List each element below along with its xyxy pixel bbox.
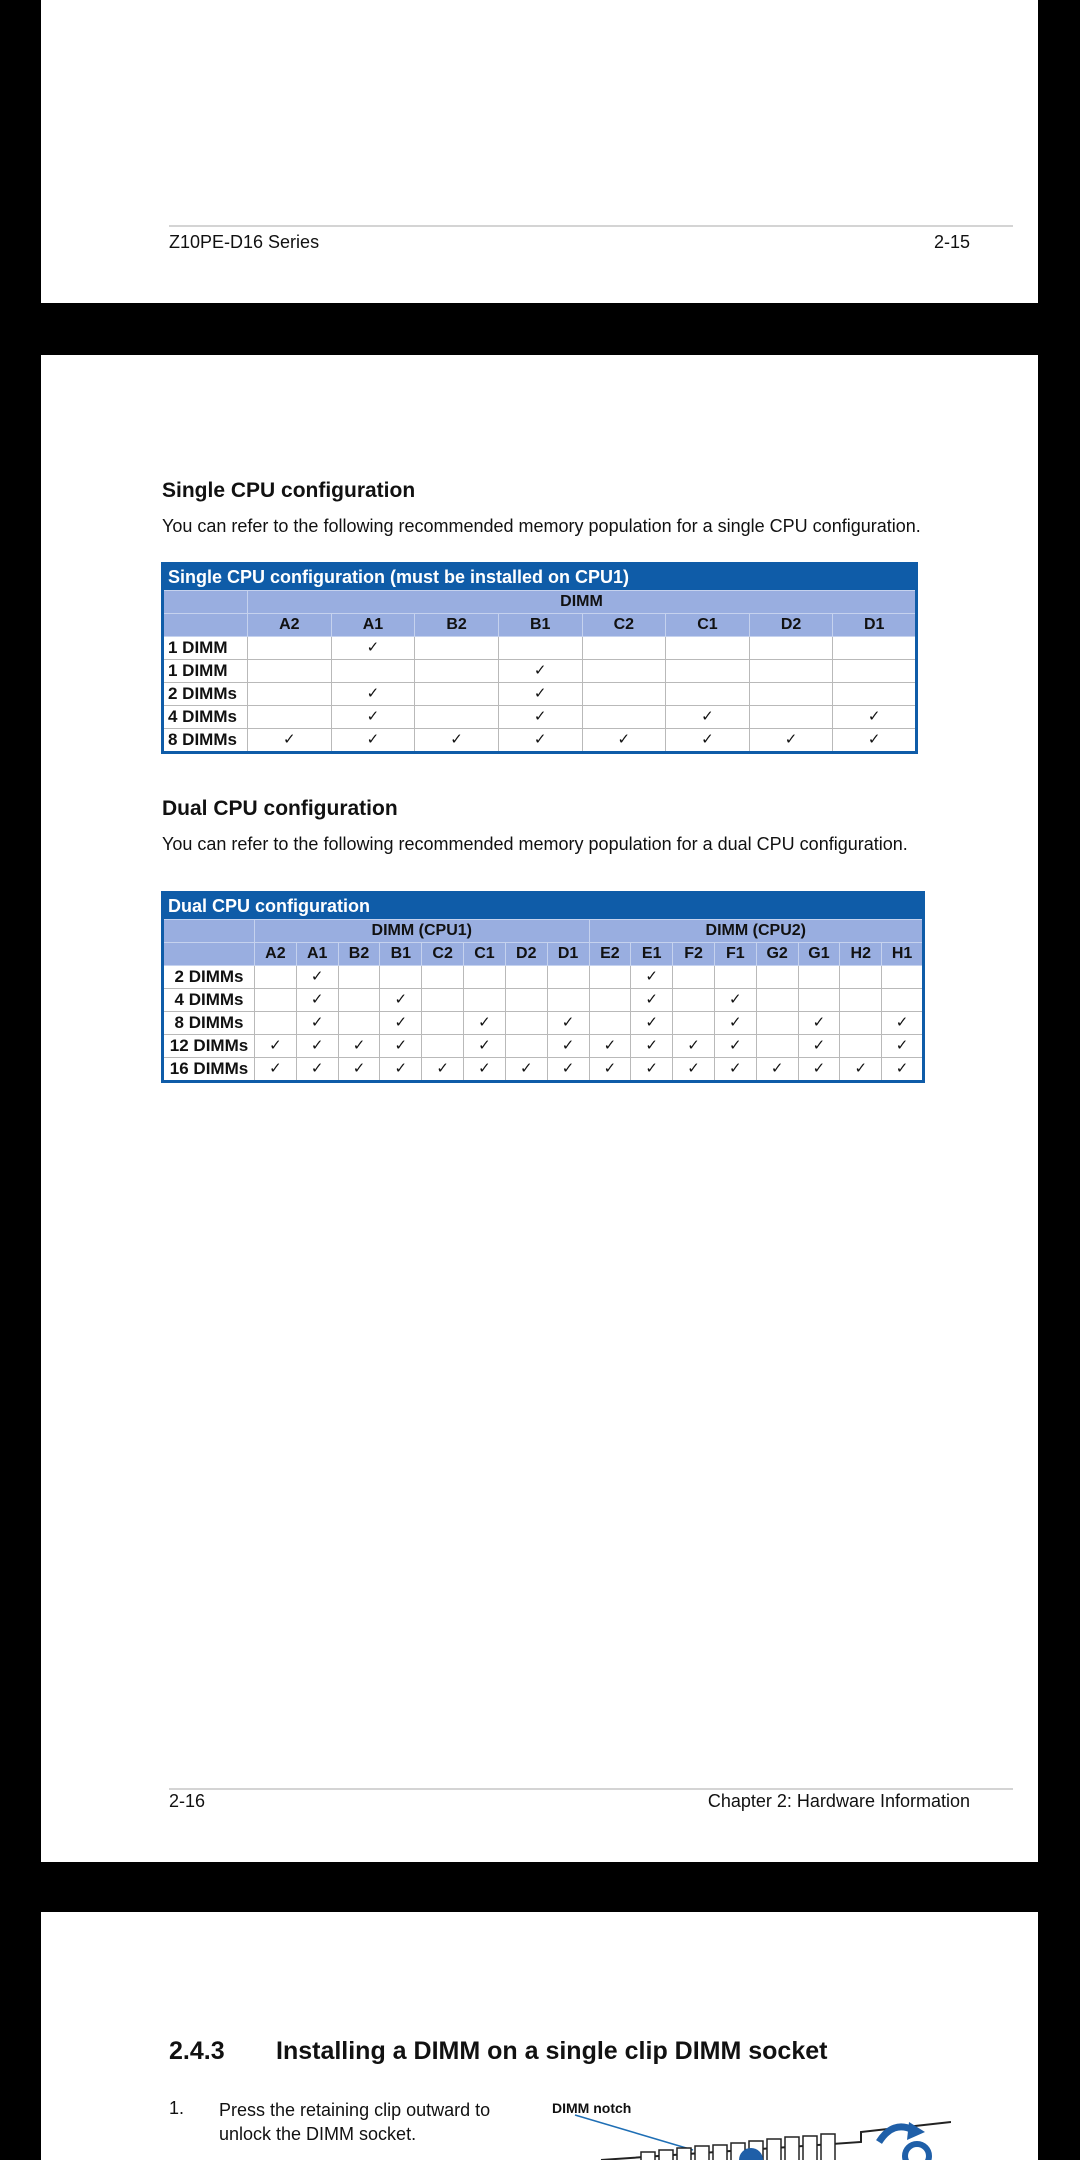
slot-cell-g2: [756, 1012, 798, 1035]
slot-cell-d2: [505, 966, 547, 989]
header-corner: [163, 943, 255, 966]
slot-cell-c2: [582, 729, 666, 753]
slot-cell-d2: [749, 729, 833, 753]
slot-cell-e2: [589, 1035, 631, 1058]
slot-cell-b1: [498, 637, 582, 660]
footer-chapter: Chapter 2: Hardware Information: [707, 1791, 970, 1811]
slot-cell-d2: [749, 683, 833, 706]
dimm-illustration: [561, 2112, 951, 2160]
check-icon: ✓: [310, 991, 324, 1008]
check-icon: ✓: [533, 731, 547, 748]
slot-cell-g2: [756, 1058, 798, 1082]
check-icon: ✓: [812, 1014, 826, 1031]
slot-cell-b1: [380, 1035, 422, 1058]
section-title: Installing a DIMM on a single clip DIMM socket: [276, 2037, 828, 2065]
slot-cell-h2: [840, 989, 882, 1012]
slot-cell-c1: [464, 1012, 506, 1035]
slot-cell-f1: [714, 1058, 756, 1082]
slot-cell-d2: [505, 1058, 547, 1082]
slot-cell-c2: [422, 1012, 464, 1035]
column-header-b2: B2: [338, 943, 380, 966]
single-table-title: Single CPU configuration (must be installed on CPU1): [163, 564, 917, 591]
slot-cell-a2: [248, 660, 332, 683]
slot-cell-d2: [749, 637, 833, 660]
check-icon: ✓: [784, 731, 798, 748]
slot-cell-b2: [338, 1035, 380, 1058]
slot-cell-c1: [666, 729, 750, 753]
slot-cell-c1: [666, 637, 750, 660]
check-icon: ✓: [729, 991, 742, 1008]
slot-cell-h2: [840, 1012, 882, 1035]
slot-cell-g1: [798, 1035, 840, 1058]
check-icon: ✓: [394, 1060, 408, 1077]
table-row: [163, 966, 924, 989]
slot-cell-e2: [589, 989, 631, 1012]
slot-cell-a2: [248, 637, 332, 660]
slot-cell-b2: [338, 1012, 380, 1035]
slot-cell-a2: [255, 989, 297, 1012]
single-cpu-heading: Single CPU configuration: [162, 479, 416, 502]
column-header-a2: A2: [248, 614, 332, 637]
footer-page-number: 2-15: [933, 232, 970, 252]
slot-cell-a1: [331, 729, 415, 753]
slot-cell-d2: [505, 1035, 547, 1058]
clip-icon: [905, 2144, 929, 2160]
column-header-f1: F1: [714, 943, 756, 966]
slot-cell-b1: [380, 966, 422, 989]
column-header-b1: B1: [498, 614, 582, 637]
footer-page-number: 2-16: [169, 1791, 206, 1811]
slot-cell-b1: [498, 706, 582, 729]
slot-cell-h2: [840, 1058, 882, 1082]
check-icon: ✓: [561, 1037, 575, 1054]
check-icon: ✓: [895, 1014, 909, 1031]
check-icon: ✓: [770, 1060, 784, 1077]
slot-cell-b1: [380, 1012, 422, 1035]
column-header-a2: A2: [255, 943, 297, 966]
row-label: 1 DIMM: [163, 660, 248, 683]
slot-cell-c1: [666, 706, 750, 729]
check-icon: ✓: [352, 1037, 366, 1054]
dimm-notch-label: DIMM notch: [552, 2100, 632, 2116]
slot-cell-d1: [833, 729, 917, 753]
column-header-h2: H2: [840, 943, 882, 966]
check-icon: ✓: [645, 1037, 658, 1054]
check-icon: ✓: [867, 708, 881, 725]
column-header-g2: G2: [756, 943, 798, 966]
slot-cell-e1: [631, 989, 673, 1012]
column-header-d2: D2: [749, 614, 833, 637]
column-header-f2: F2: [673, 943, 715, 966]
slot-cell-c2: [582, 706, 666, 729]
row-label: 12 DIMMs: [163, 1035, 255, 1058]
slot-cell-a2: [248, 683, 332, 706]
check-icon: ✓: [617, 731, 631, 748]
page-2-16: [41, 355, 1038, 1862]
slot-cell-d2: [505, 989, 547, 1012]
slot-cell-a1: [296, 966, 338, 989]
column-header-d2: D2: [505, 943, 547, 966]
slot-cell-b1: [498, 683, 582, 706]
check-icon: ✓: [729, 1060, 742, 1077]
check-icon: ✓: [366, 708, 380, 725]
column-header-d1: D1: [833, 614, 917, 637]
column-header-b1: B1: [380, 943, 422, 966]
slot-cell-h1: [882, 1035, 924, 1058]
column-header-h1: H1: [882, 943, 924, 966]
slot-cell-d1: [547, 1035, 589, 1058]
check-icon: ✓: [310, 1060, 324, 1077]
column-header-b2: B2: [415, 614, 499, 637]
table-row: [163, 1035, 924, 1058]
section-number: 2.4.3: [169, 2037, 225, 2065]
slot-cell-f2: [673, 989, 715, 1012]
check-icon: ✓: [687, 1060, 700, 1077]
slot-cell-b2: [415, 706, 499, 729]
slot-cell-e2: [589, 1058, 631, 1082]
footer-left: Z10PE-D16 Series: [169, 232, 320, 252]
check-icon: ✓: [478, 1014, 491, 1031]
dimm-cpu2-header: DIMM (CPU2): [589, 920, 924, 943]
column-header-e1: E1: [631, 943, 673, 966]
slot-cell-c2: [582, 637, 666, 660]
check-icon: ✓: [561, 1060, 575, 1077]
slot-cell-b1: [380, 989, 422, 1012]
slot-cell-c2: [582, 660, 666, 683]
dimm-chips: [641, 2134, 835, 2160]
column-header-c1: C1: [464, 943, 506, 966]
check-icon: ✓: [854, 1060, 868, 1077]
slot-cell-h1: [882, 989, 924, 1012]
check-icon: ✓: [645, 968, 658, 985]
single-cpu-text: You can refer to the following recommended memory population for a single CPU configuration.: [162, 516, 921, 536]
dual-cpu-text: You can refer to the following recommended memory population for a dual CPU configuration.: [162, 834, 908, 854]
column-header-e2: E2: [589, 943, 631, 966]
slot-cell-b1: [498, 660, 582, 683]
check-icon: ✓: [450, 731, 463, 748]
slot-cell-e1: [631, 1058, 673, 1082]
slot-cell-e1: [631, 1035, 673, 1058]
slot-cell-g1: [798, 966, 840, 989]
slot-cell-f2: [673, 966, 715, 989]
row-label: 2 DIMMs: [163, 966, 255, 989]
slot-cell-b2: [338, 989, 380, 1012]
check-icon: ✓: [812, 1060, 826, 1077]
check-icon: ✓: [812, 1037, 826, 1054]
row-label: 4 DIMMs: [163, 989, 255, 1012]
notch-leader-line: [575, 2115, 693, 2150]
slot-cell-f1: [714, 1035, 756, 1058]
check-icon: ✓: [310, 968, 324, 985]
slot-cell-d2: [749, 706, 833, 729]
slot-cell-a1: [296, 989, 338, 1012]
column-header-a1: A1: [296, 943, 338, 966]
slot-cell-c2: [582, 683, 666, 706]
dual-table-title: Dual CPU configuration: [163, 893, 924, 920]
table-row: [163, 660, 917, 683]
slot-cell-c1: [666, 660, 750, 683]
check-icon: ✓: [269, 1037, 282, 1054]
slot-cell-a1: [331, 637, 415, 660]
header-corner: [163, 614, 248, 637]
header-corner: [163, 920, 255, 943]
table-row: [163, 729, 917, 753]
slot-cell-f1: [714, 1012, 756, 1035]
check-icon: ✓: [687, 1037, 700, 1054]
footer-rule: [169, 225, 1013, 227]
slot-cell-d1: [547, 1058, 589, 1082]
slot-cell-b1: [498, 729, 582, 753]
slot-cell-a1: [331, 660, 415, 683]
check-icon: ✓: [366, 685, 380, 702]
slot-cell-d1: [547, 966, 589, 989]
check-icon: ✓: [366, 731, 380, 748]
slot-cell-a1: [331, 706, 415, 729]
table-row: [163, 1058, 924, 1082]
slot-cell-b2: [415, 683, 499, 706]
slot-cell-c2: [422, 1035, 464, 1058]
page-2-17: [41, 1912, 1038, 2160]
table-row: [163, 1012, 924, 1035]
dual-cpu-heading: Dual CPU configuration: [162, 797, 398, 820]
check-icon: ✓: [366, 639, 380, 656]
check-icon: ✓: [310, 1014, 324, 1031]
slot-cell-b1: [380, 1058, 422, 1082]
check-icon: ✓: [394, 1014, 408, 1031]
check-icon: ✓: [478, 1037, 491, 1054]
slot-cell-a2: [255, 966, 297, 989]
table-row: [163, 706, 917, 729]
check-icon: ✓: [478, 1060, 491, 1077]
slot-cell-d1: [547, 989, 589, 1012]
check-icon: ✓: [701, 731, 714, 748]
slot-cell-a1: [296, 1058, 338, 1082]
slot-cell-c2: [422, 1058, 464, 1082]
column-header-a1: A1: [331, 614, 415, 637]
dimm-group-header: DIMM: [248, 591, 917, 614]
table-row: [163, 637, 917, 660]
check-icon: ✓: [895, 1060, 909, 1077]
slot-cell-b2: [415, 637, 499, 660]
table-row: [163, 989, 924, 1012]
slot-cell-a1: [331, 683, 415, 706]
row-label: 1 DIMM: [163, 637, 248, 660]
check-icon: ✓: [645, 1014, 658, 1031]
check-icon: ✓: [310, 1037, 324, 1054]
slot-cell-c1: [464, 1035, 506, 1058]
slot-cell-c1: [464, 966, 506, 989]
check-icon: ✓: [533, 662, 547, 679]
slot-cell-a2: [255, 1058, 297, 1082]
slot-cell-h2: [840, 1035, 882, 1058]
check-icon: ✓: [283, 731, 296, 748]
slot-cell-a1: [296, 1012, 338, 1035]
slot-cell-d2: [505, 1012, 547, 1035]
single-cpu-table: [161, 562, 918, 754]
slot-cell-a2: [248, 706, 332, 729]
table-row: [163, 683, 917, 706]
header-corner: [163, 591, 248, 614]
row-label: 8 DIMMs: [163, 729, 248, 753]
check-icon: ✓: [394, 1037, 408, 1054]
check-icon: ✓: [533, 685, 547, 702]
column-header-c2: C2: [422, 943, 464, 966]
slot-cell-c1: [464, 1058, 506, 1082]
check-icon: ✓: [867, 731, 881, 748]
check-icon: ✓: [603, 1060, 617, 1077]
row-label: 4 DIMMs: [163, 706, 248, 729]
slot-cell-h2: [840, 966, 882, 989]
slot-cell-g2: [756, 989, 798, 1012]
slot-cell-h1: [882, 1012, 924, 1035]
slot-cell-b2: [415, 729, 499, 753]
column-header-c1: C1: [666, 614, 750, 637]
slot-cell-d1: [547, 1012, 589, 1035]
slot-cell-f2: [673, 1058, 715, 1082]
slot-cell-c1: [666, 683, 750, 706]
check-icon: ✓: [895, 1037, 909, 1054]
slot-cell-a2: [248, 729, 332, 753]
slot-cell-b2: [415, 660, 499, 683]
slot-cell-h1: [882, 1058, 924, 1082]
slot-cell-c1: [464, 989, 506, 1012]
slot-cell-e1: [631, 1012, 673, 1035]
slot-cell-d1: [833, 660, 917, 683]
slot-cell-d1: [833, 683, 917, 706]
slot-cell-e2: [589, 966, 631, 989]
check-icon: ✓: [729, 1037, 742, 1054]
slot-cell-a2: [255, 1012, 297, 1035]
row-label: 2 DIMMs: [163, 683, 248, 706]
slot-cell-b2: [338, 1058, 380, 1082]
slot-cell-c2: [422, 966, 464, 989]
check-icon: ✓: [352, 1060, 366, 1077]
footer-rule: [169, 1788, 1013, 1790]
check-icon: ✓: [603, 1037, 617, 1054]
page-2-15: [41, 0, 1038, 303]
slot-cell-f2: [673, 1035, 715, 1058]
check-icon: ✓: [394, 991, 408, 1008]
check-icon: ✓: [645, 991, 658, 1008]
check-icon: ✓: [701, 708, 714, 725]
column-header-c2: C2: [582, 614, 666, 637]
slot-cell-f1: [714, 989, 756, 1012]
slot-cell-f2: [673, 1012, 715, 1035]
slot-cell-b2: [338, 966, 380, 989]
slot-cell-g1: [798, 1012, 840, 1035]
row-label: 8 DIMMs: [163, 1012, 255, 1035]
slot-cell-d2: [749, 660, 833, 683]
slot-cell-g2: [756, 1035, 798, 1058]
row-label: 16 DIMMs: [163, 1058, 255, 1082]
slot-cell-g1: [798, 1058, 840, 1082]
dimm-cpu1-header: DIMM (CPU1): [255, 920, 590, 943]
step-number: 1.: [169, 2098, 185, 2118]
slot-cell-d1: [833, 706, 917, 729]
column-header-g1: G1: [798, 943, 840, 966]
slot-cell-d1: [833, 637, 917, 660]
dual-cpu-table: [161, 891, 925, 1083]
check-icon: ✓: [645, 1060, 658, 1077]
check-icon: ✓: [519, 1060, 533, 1077]
slot-cell-f1: [714, 966, 756, 989]
check-icon: ✓: [561, 1014, 575, 1031]
slot-cell-g2: [756, 966, 798, 989]
slot-cell-h1: [882, 966, 924, 989]
check-icon: ✓: [533, 708, 547, 725]
slot-cell-e2: [589, 1012, 631, 1035]
column-header-d1: D1: [547, 943, 589, 966]
check-icon: ✓: [729, 1014, 742, 1031]
slot-cell-a2: [255, 1035, 297, 1058]
slot-cell-e1: [631, 966, 673, 989]
slot-cell-a1: [296, 1035, 338, 1058]
check-icon: ✓: [269, 1060, 282, 1077]
check-icon: ✓: [436, 1060, 449, 1077]
step-text: Press the retaining clip outward to unlock the DIMM socket.: [219, 2100, 491, 2144]
slot-cell-g1: [798, 989, 840, 1012]
slot-cell-c2: [422, 989, 464, 1012]
